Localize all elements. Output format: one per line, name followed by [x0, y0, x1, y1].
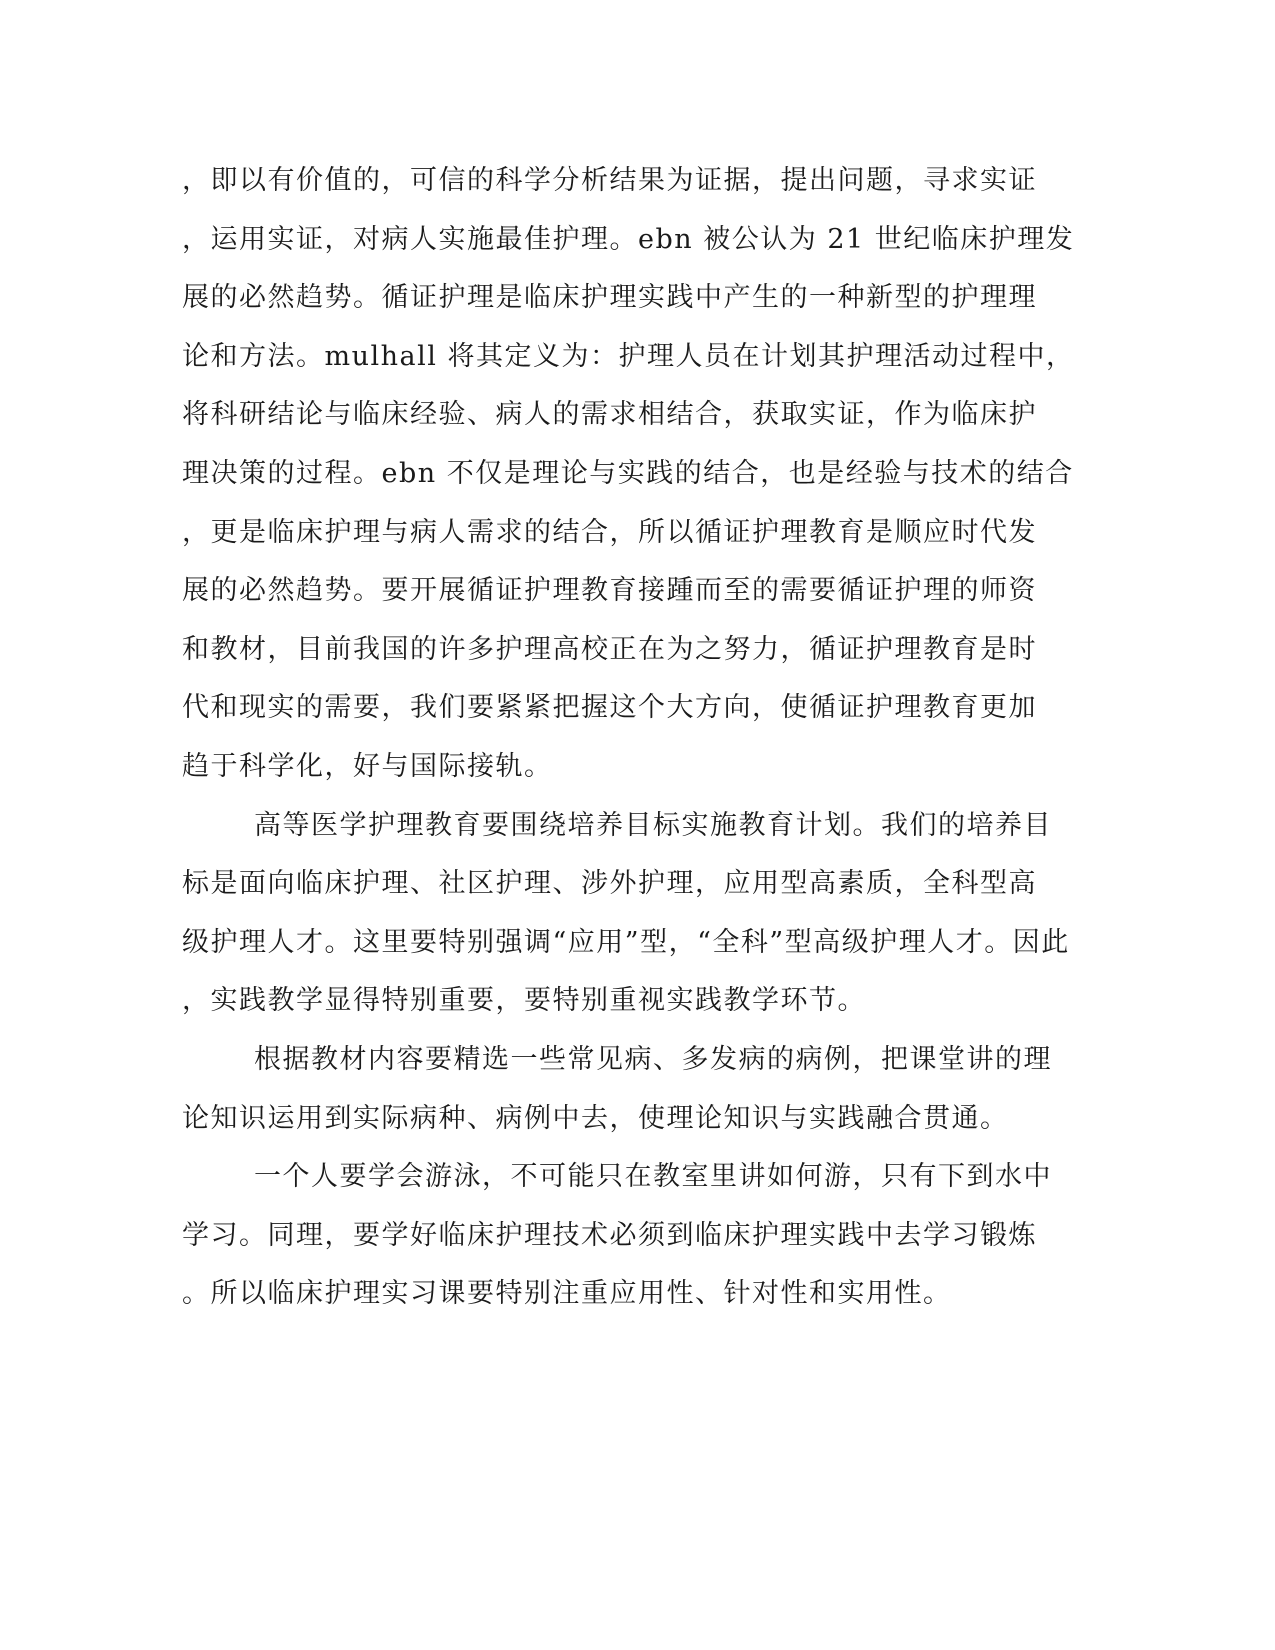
text-line: ，即以有价值的，可信的科学分析结果为证据，提出问题，寻求实证 [182, 165, 1037, 196]
text-line: 级护理人才。这里要特别强调“应用”型，“全科”型高级护理人才。因此 [182, 926, 1070, 958]
text-line: 学习。同理，要学好临床护理技术必须到临床护理实践中去学习锻炼 [182, 1219, 1037, 1251]
paragraph-start-line: 一个人要学会游泳，不可能只在教室里讲如何游，只有下到水中 [254, 1161, 1052, 1193]
text-line: ，运用实证，对病人实施最佳护理。ebn 被公认为 21 世纪临床护理发 [182, 223, 1075, 255]
paragraph-start-line: 根据教材内容要精选一些常见病、多发病的病例，把课堂讲的理 [254, 1043, 1052, 1075]
text-line: 论和方法。mulhall 将其定义为：护理人员在计划其护理活动过程中， [182, 340, 1075, 372]
text-line: 论知识运用到实际病种、病例中去，使理论知识与实践融合贯通。 [182, 1102, 1009, 1134]
text-line: 理决策的过程。ebn 不仅是理论与实践的结合，也是经验与技术的结合 [182, 457, 1074, 489]
text-line: ，实践教学显得特别重要，要特别重视实践教学环节。 [182, 985, 866, 1017]
text-line: 标是面向临床护理、社区护理、涉外护理，应用型高素质，全科型高 [182, 868, 1037, 900]
text-line: 代和现实的需要，我们要紧紧把握这个大方向，使循证护理教育更加 [182, 692, 1037, 724]
text-line: 和教材，目前我国的许多护理高校正在为之努力，循证护理教育是时 [182, 633, 1037, 665]
text-line: 趋于科学化，好与国际接轨。 [182, 750, 553, 782]
text-line: 展的必然趋势。循证护理是临床护理实践中产生的一种新型的护理理 [182, 282, 1037, 314]
body-text [182, 158, 1075, 1330]
text-line: 展的必然趋势。要开展循证护理教育接踵而至的需要循证护理的师资 [182, 575, 1037, 607]
text-line: ，更是临床护理与病人需求的结合，所以循证护理教育是顺应时代发 [182, 516, 1037, 548]
text-line: 。所以临床护理实习课要特别注重应用性、针对性和实用性。 [182, 1278, 952, 1310]
paragraph-start-line: 高等医学护理教育要围绕培养目标实施教育计划。我们的培养目 [254, 809, 1052, 841]
text-line: 将科研结论与临床经验、病人的需求相结合，获取实证，作为临床护 [182, 399, 1037, 431]
